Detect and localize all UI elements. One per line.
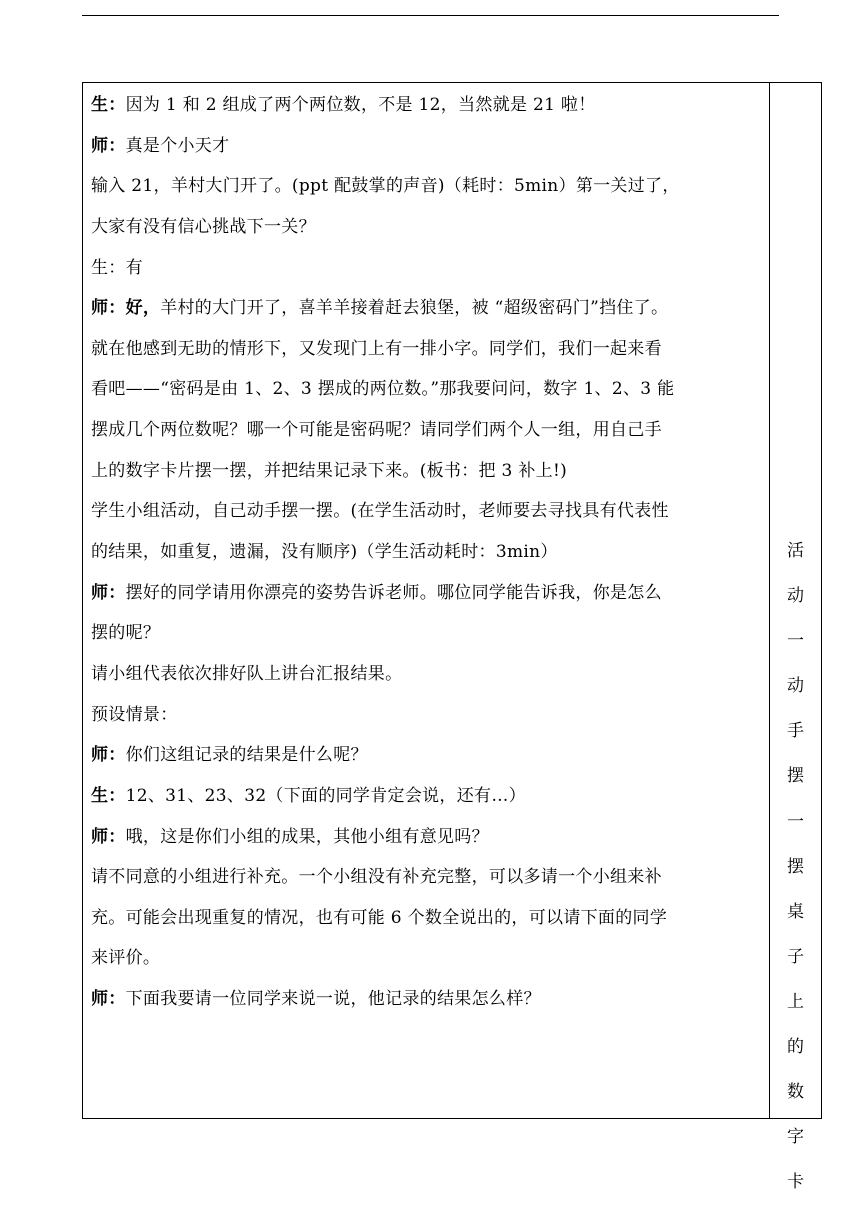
text-line bbox=[91, 166, 769, 207]
text-line bbox=[91, 817, 769, 858]
text-line bbox=[91, 735, 769, 776]
line-text: 预设情景： bbox=[91, 704, 178, 725]
activity-note-char: 的 bbox=[787, 1037, 804, 1058]
text-line bbox=[91, 288, 769, 329]
header-rule bbox=[82, 15, 779, 16]
text-line bbox=[91, 898, 769, 939]
text-line bbox=[91, 85, 769, 126]
activity-note-char: 数 bbox=[787, 1082, 804, 1103]
speaker-label: 生： bbox=[91, 95, 126, 115]
text-line bbox=[91, 126, 769, 167]
speaker-label: 师： bbox=[91, 582, 126, 603]
line-text: 大家有没有信心挑战下一关？ bbox=[91, 216, 316, 237]
line-text: 输入 21，羊村大门开了。(ppt 配鼓掌的声音)（耗时：5min）第一关过了， bbox=[91, 176, 680, 197]
line-text: 羊村的大门开了，喜羊羊接着赶去狼堡，被 “超级密码门”挡住了。 bbox=[160, 298, 669, 319]
activity-note-char: 动 bbox=[787, 676, 804, 697]
speaker-label: 师： bbox=[91, 826, 126, 847]
activity-note-char: 字 bbox=[787, 1127, 804, 1148]
text-line bbox=[91, 329, 769, 370]
speaker-label: 师： bbox=[91, 135, 126, 156]
activity-note-char: 子 bbox=[787, 946, 804, 967]
activity-note-char: 手 bbox=[787, 721, 804, 742]
text-line bbox=[91, 857, 769, 898]
line-text: 你们这组记录的结果是什么呢？ bbox=[125, 745, 368, 766]
line-text: 看吧——“密码是由 1、2、3 摆成的两位数。”那我要问问，数字 1、2、3 能 bbox=[91, 379, 675, 400]
line-text: 生：有 bbox=[91, 257, 143, 278]
activity-note-char: 动 bbox=[787, 586, 804, 607]
line-text: 真是个小天才 bbox=[125, 135, 230, 156]
line-text: 下面我要请一位同学来说一说，他记录的结果怎么样？ bbox=[125, 989, 541, 1010]
line-text: 摆好的同学请用你漂亮的姿势告诉老师。哪位同学能告诉我，你是怎么 bbox=[125, 582, 662, 603]
text-line bbox=[91, 491, 769, 532]
text-line bbox=[91, 451, 769, 492]
lesson-lines bbox=[91, 85, 769, 1020]
line-text: 上的数字卡片摆一摆，并把结果记录下来。(板书：把 3 补上!) bbox=[91, 460, 568, 481]
text-line bbox=[91, 613, 769, 654]
line-text: 请不同意的小组进行补充。一个小组没有补充完整，可以多请一个小组来补 bbox=[91, 867, 662, 888]
line-text: 的结果，如重复，遗漏，没有顺序)（学生活动耗时：3min） bbox=[91, 542, 558, 563]
activity-note-char: 活 bbox=[787, 541, 804, 561]
speaker-label: 生： bbox=[91, 785, 126, 806]
line-text: 12、31、23、32（下面的同学肯定会说，还有…） bbox=[125, 785, 526, 806]
lesson-table bbox=[82, 82, 822, 1193]
activity-note-char: 上 bbox=[787, 991, 804, 1012]
line-text: 摆成几个两位数呢？哪一个可能是密码呢？请同学们两个人一组，用自己手 bbox=[91, 420, 662, 441]
text-line bbox=[91, 369, 769, 410]
line-text: 充。可能会出现重复的情况，也有可能 6 个数全说出的，可以请下面的同学 bbox=[91, 907, 668, 928]
speaker-label: 师：好， bbox=[91, 298, 161, 319]
activity-note-text bbox=[770, 529, 821, 1205]
activity-note-char: 桌 bbox=[787, 901, 804, 922]
activity-note-char: 卡 bbox=[787, 1172, 804, 1193]
line-text: 哦，这是你们小组的成果，其他小组有意见吗？ bbox=[125, 826, 489, 847]
text-line bbox=[91, 938, 769, 979]
text-line bbox=[91, 410, 769, 451]
line-text: 学生小组活动，自己动手摆一摆。(在学生活动时，老师要去寻找具有代表性 bbox=[91, 501, 669, 522]
text-line bbox=[91, 695, 769, 736]
activity-note-char: 摆 bbox=[787, 856, 804, 877]
text-line bbox=[91, 776, 769, 817]
line-text: 就在他感到无助的情形下，又发现门上有一排小字。同学们，我们一起来看 bbox=[91, 338, 662, 359]
text-line bbox=[91, 979, 769, 1020]
speaker-label: 师： bbox=[91, 745, 126, 766]
activity-note-char: 摆 bbox=[787, 766, 804, 787]
line-text: 来评价。 bbox=[91, 948, 161, 969]
text-line bbox=[91, 532, 769, 573]
line-text: 请小组代表依次排好队上讲台汇报结果。 bbox=[91, 663, 403, 684]
activity-note-char: 一 bbox=[787, 811, 804, 832]
activity-note-char: 一 bbox=[787, 631, 804, 652]
text-line bbox=[91, 207, 769, 248]
line-text: 因为 1 和 2 组成了两个两位数，不是 12，当然就是 21 啦！ bbox=[125, 95, 596, 115]
text-line bbox=[91, 573, 769, 614]
line-text: 摆的呢？ bbox=[91, 623, 161, 644]
text-line bbox=[91, 654, 769, 695]
text-line bbox=[91, 248, 769, 289]
lesson-content-cell bbox=[83, 83, 770, 1118]
speaker-label: 师： bbox=[91, 989, 126, 1010]
activity-note-cell bbox=[770, 83, 821, 1193]
